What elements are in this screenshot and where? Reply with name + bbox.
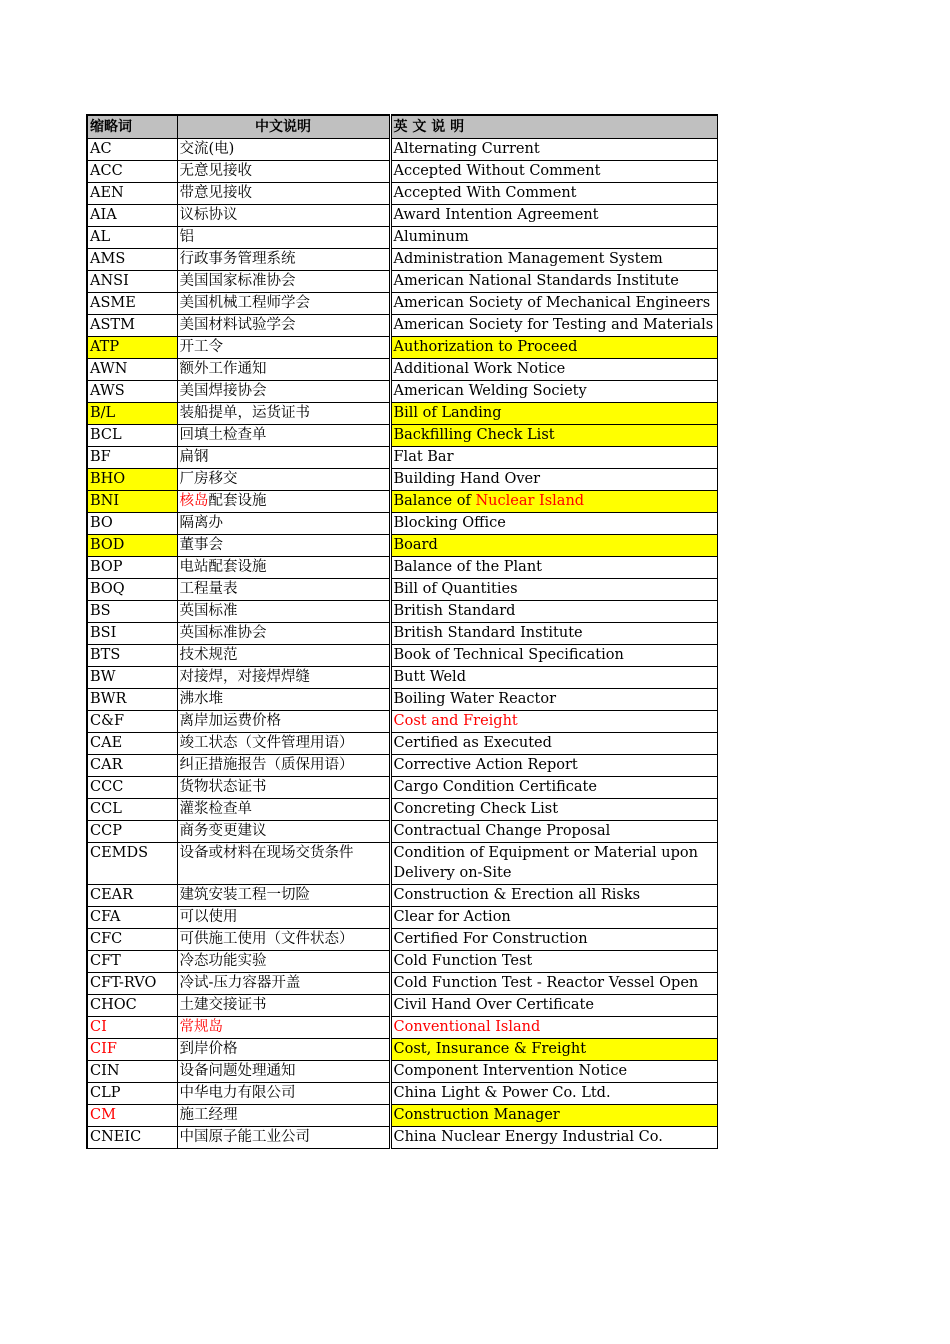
english-cell: Administration Management System — [390, 249, 717, 271]
chinese-cell: 美国国家标准协会 — [177, 271, 390, 293]
english-cell: Condition of Equipment or Material upon Delivery on-Site — [390, 843, 717, 885]
english-cell: Construction Manager — [390, 1105, 717, 1127]
english-cell: Aluminum — [390, 227, 717, 249]
english-cell: Accepted Without Comment — [390, 161, 717, 183]
english-cell: British Standard — [390, 601, 717, 623]
chinese-cell: 设备或材料在现场交货条件 — [177, 843, 390, 885]
english-cell: Cost, Insurance & Freight — [390, 1039, 717, 1061]
chinese-cell: 董事会 — [177, 535, 390, 557]
chinese-red-text: 核岛 — [179, 493, 209, 509]
abbr-cell: CFA — [87, 907, 177, 929]
english-cell: Boiling Water Reactor — [390, 689, 717, 711]
abbr-cell: BS — [87, 601, 177, 623]
abbr-cell: BTS — [87, 645, 177, 667]
abbr-cell: CM — [87, 1105, 177, 1127]
abbr-cell: BWR — [87, 689, 177, 711]
abbr-cell: ANSI — [87, 271, 177, 293]
abbr-cell: CEMDS — [87, 843, 177, 885]
table-row — [87, 403, 717, 425]
chinese-cell: 离岸加运费价格 — [177, 711, 390, 733]
table-row — [87, 381, 717, 403]
english-cell — [390, 491, 717, 513]
table-row — [87, 425, 717, 447]
chinese-cell: 可以使用 — [177, 907, 390, 929]
table-row — [87, 227, 717, 249]
table-row — [87, 161, 717, 183]
table-row — [87, 337, 717, 359]
english-text: Balance of — [393, 493, 476, 509]
chinese-cell: 交流(电) — [177, 139, 390, 161]
english-cell: Cold Function Test — [390, 951, 717, 973]
table-row — [87, 293, 717, 315]
english-cell: Certified as Executed — [390, 733, 717, 755]
abbr-cell: BSI — [87, 623, 177, 645]
chinese-cell: 美国焊接协会 — [177, 381, 390, 403]
english-cell: Butt Weld — [390, 667, 717, 689]
table-row — [87, 359, 717, 381]
table-row — [87, 1105, 717, 1127]
abbr-cell: CFT-RVO — [87, 973, 177, 995]
abbr-cell: AC — [87, 139, 177, 161]
table-row — [87, 711, 717, 733]
abbr-cell: BF — [87, 447, 177, 469]
english-cell: Contractual Change Proposal — [390, 821, 717, 843]
english-cell: Bill of Quantities — [390, 579, 717, 601]
abbr-cell: AMS — [87, 249, 177, 271]
chinese-cell: 土建交接证书 — [177, 995, 390, 1017]
table-row — [87, 183, 717, 205]
table-row — [87, 1127, 717, 1149]
english-cell: Blocking Office — [390, 513, 717, 535]
english-cell: American Society of Mechanical Engineers — [390, 293, 717, 315]
abbr-cell: ATP — [87, 337, 177, 359]
abbr-cell: BOD — [87, 535, 177, 557]
table-row — [87, 557, 717, 579]
abbr-cell: CIF — [87, 1039, 177, 1061]
abbr-cell: AEN — [87, 183, 177, 205]
english-cell: Clear for Action — [390, 907, 717, 929]
table-row — [87, 623, 717, 645]
chinese-cell: 建筑安装工程一切险 — [177, 885, 390, 907]
table-row — [87, 733, 717, 755]
table-row — [87, 973, 717, 995]
english-cell: Balance of the Plant — [390, 557, 717, 579]
abbr-cell: CFT — [87, 951, 177, 973]
abbr-cell: BNI — [87, 491, 177, 513]
table-row — [87, 249, 717, 271]
chinese-cell: 隔离办 — [177, 513, 390, 535]
chinese-cell: 技术规范 — [177, 645, 390, 667]
table-row — [87, 907, 717, 929]
table-row — [87, 579, 717, 601]
chinese-cell: 厂房移交 — [177, 469, 390, 491]
chinese-cell: 回填土检查单 — [177, 425, 390, 447]
chinese-cell: 英国标准 — [177, 601, 390, 623]
abbr-cell: BOQ — [87, 579, 177, 601]
abbr-cell: BCL — [87, 425, 177, 447]
abbr-cell: BHO — [87, 469, 177, 491]
abbr-cell: ASTM — [87, 315, 177, 337]
chinese-cell: 美国机械工程师学会 — [177, 293, 390, 315]
chinese-cell: 额外工作通知 — [177, 359, 390, 381]
abbr-cell: CFC — [87, 929, 177, 951]
chinese-cell — [177, 491, 390, 513]
chinese-cell: 灌浆检查单 — [177, 799, 390, 821]
english-cell: Corrective Action Report — [390, 755, 717, 777]
abbr-cell: ASME — [87, 293, 177, 315]
header-english: 英 文 说 明 — [390, 115, 717, 139]
english-cell: Board — [390, 535, 717, 557]
english-cell: Alternating Current — [390, 139, 717, 161]
chinese-text: 配套设施 — [208, 493, 267, 509]
english-cell: Additional Work Notice — [390, 359, 717, 381]
table-row — [87, 491, 717, 513]
english-cell: American National Standards Institute — [390, 271, 717, 293]
chinese-cell: 冷态功能实验 — [177, 951, 390, 973]
english-cell: Construction & Erection all Risks — [390, 885, 717, 907]
abbr-cell: CHOC — [87, 995, 177, 1017]
abbr-cell: BO — [87, 513, 177, 535]
chinese-cell: 商务变更建议 — [177, 821, 390, 843]
chinese-cell: 无意见接收 — [177, 161, 390, 183]
table-row — [87, 755, 717, 777]
chinese-cell: 美国材料试验学会 — [177, 315, 390, 337]
chinese-cell: 带意见接收 — [177, 183, 390, 205]
header-chinese: 中文说明 — [177, 115, 390, 139]
table-row — [87, 951, 717, 973]
table-row — [87, 601, 717, 623]
table-row — [87, 1061, 717, 1083]
chinese-cell: 货物状态证书 — [177, 777, 390, 799]
header-abbr: 缩略词 — [87, 115, 177, 139]
table-row — [87, 1083, 717, 1105]
abbr-cell: BW — [87, 667, 177, 689]
table-row — [87, 821, 717, 843]
abbr-cell: CCC — [87, 777, 177, 799]
chinese-cell: 纠正措施报告（质保用语） — [177, 755, 390, 777]
table-row — [87, 885, 717, 907]
table-row — [87, 139, 717, 161]
chinese-cell: 工程量表 — [177, 579, 390, 601]
english-cell: Building Hand Over — [390, 469, 717, 491]
english-cell: Bill of Landing — [390, 403, 717, 425]
chinese-cell: 电站配套设施 — [177, 557, 390, 579]
english-cell: Accepted With Comment — [390, 183, 717, 205]
table-row — [87, 645, 717, 667]
header-row — [87, 115, 717, 139]
abbr-cell: CLP — [87, 1083, 177, 1105]
chinese-cell: 英国标准协会 — [177, 623, 390, 645]
chinese-cell: 竣工状态（文件管理用语） — [177, 733, 390, 755]
chinese-cell: 扁钢 — [177, 447, 390, 469]
chinese-cell: 对接焊，对接焊焊缝 — [177, 667, 390, 689]
table-row — [87, 469, 717, 491]
table-row — [87, 447, 717, 469]
chinese-cell: 装船提单，运货证书 — [177, 403, 390, 425]
english-cell: Conventional Island — [390, 1017, 717, 1039]
abbr-cell: AL — [87, 227, 177, 249]
table-row — [87, 777, 717, 799]
english-cell: British Standard Institute — [390, 623, 717, 645]
english-red-text: Nuclear Island — [475, 493, 585, 509]
table-row — [87, 315, 717, 337]
chinese-cell: 冷试-压力容器开盖 — [177, 973, 390, 995]
english-cell: Civil Hand Over Certificate — [390, 995, 717, 1017]
english-cell: Authorization to Proceed — [390, 337, 717, 359]
abbr-cell: BOP — [87, 557, 177, 579]
abbr-cell: AWS — [87, 381, 177, 403]
chinese-cell: 中国原子能工业公司 — [177, 1127, 390, 1149]
abbr-cell: CAR — [87, 755, 177, 777]
abbr-cell: CIN — [87, 1061, 177, 1083]
english-cell: Component Intervention Notice — [390, 1061, 717, 1083]
english-cell: Award Intention Agreement — [390, 205, 717, 227]
abbr-cell: CCP — [87, 821, 177, 843]
english-cell: American Welding Society — [390, 381, 717, 403]
abbr-cell: ACC — [87, 161, 177, 183]
english-cell: Flat Bar — [390, 447, 717, 469]
abbr-cell: CNEIC — [87, 1127, 177, 1149]
chinese-cell: 议标协议 — [177, 205, 390, 227]
abbr-cell: AWN — [87, 359, 177, 381]
abbr-cell: B/L — [87, 403, 177, 425]
english-cell: Cost and Freight — [390, 711, 717, 733]
chinese-cell: 施工经理 — [177, 1105, 390, 1127]
chinese-cell: 铝 — [177, 227, 390, 249]
abbr-cell: CCL — [87, 799, 177, 821]
chinese-cell: 到岸价格 — [177, 1039, 390, 1061]
table-row — [87, 271, 717, 293]
chinese-cell: 设备问题处理通知 — [177, 1061, 390, 1083]
english-cell: Concreting Check List — [390, 799, 717, 821]
table-row — [87, 667, 717, 689]
english-cell: Backfilling Check List — [390, 425, 717, 447]
table-row — [87, 513, 717, 535]
chinese-cell: 可供施工使用（文件状态） — [177, 929, 390, 951]
abbr-cell: C&F — [87, 711, 177, 733]
english-cell: Book of Technical Specification — [390, 645, 717, 667]
abbr-cell: AIA — [87, 205, 177, 227]
table-row — [87, 1017, 717, 1039]
table-row — [87, 535, 717, 557]
chinese-cell: 常规岛 — [177, 1017, 390, 1039]
english-cell: China Light & Power Co. Ltd. — [390, 1083, 717, 1105]
chinese-cell: 开工令 — [177, 337, 390, 359]
chinese-cell: 中华电力有限公司 — [177, 1083, 390, 1105]
abbreviation-table — [86, 114, 718, 1149]
english-cell: Cargo Condition Certificate — [390, 777, 717, 799]
english-cell: American Society for Testing and Materials — [390, 315, 717, 337]
abbr-cell: CAE — [87, 733, 177, 755]
table-row — [87, 689, 717, 711]
table-row — [87, 929, 717, 951]
chinese-cell: 行政事务管理系统 — [177, 249, 390, 271]
table-row — [87, 995, 717, 1017]
english-cell: China Nuclear Energy Industrial Co. — [390, 1127, 717, 1149]
chinese-cell: 沸水堆 — [177, 689, 390, 711]
table-row — [87, 799, 717, 821]
table-body — [87, 139, 717, 1149]
abbr-cell: CI — [87, 1017, 177, 1039]
table-row — [87, 843, 717, 885]
abbr-cell: CEAR — [87, 885, 177, 907]
table-row — [87, 205, 717, 227]
table-row — [87, 1039, 717, 1061]
english-cell: Certified For Construction — [390, 929, 717, 951]
english-cell: Cold Function Test - Reactor Vessel Open — [390, 973, 717, 995]
